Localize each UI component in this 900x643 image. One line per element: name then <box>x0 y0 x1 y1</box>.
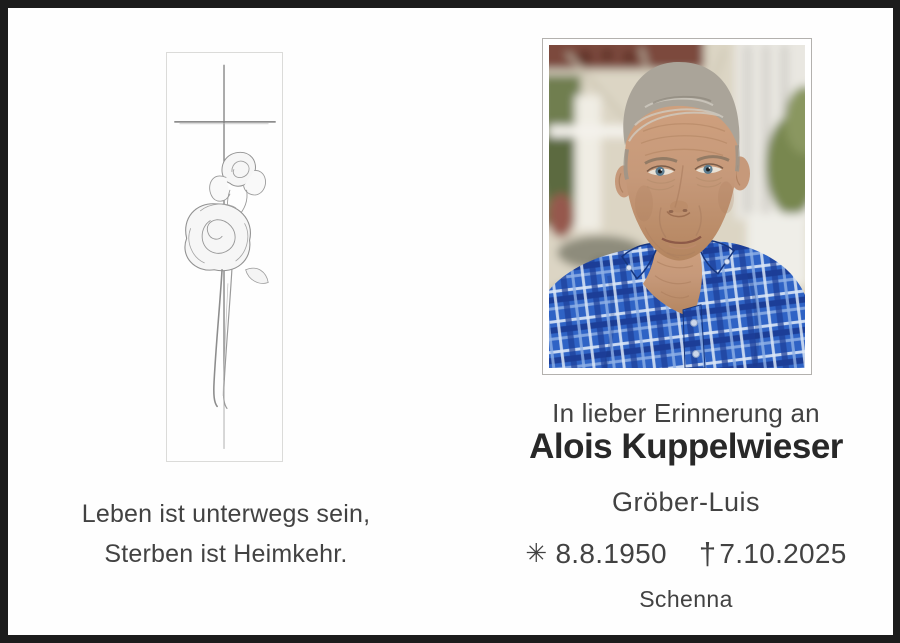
cross-rose-illustration <box>166 52 283 462</box>
deceased-name: Alois Kuppelwieser <box>529 427 843 466</box>
cross-rose-sketch-icon <box>167 53 282 461</box>
death-date-group <box>699 538 847 569</box>
birth-date-group <box>525 538 667 569</box>
death-cross-icon: † <box>698 536 717 571</box>
memorial-quote <box>36 494 416 574</box>
birth-date: 8.8.1950 <box>555 538 667 569</box>
memorial-card <box>8 8 893 635</box>
quote-line-1: Leben ist unterwegs sein, <box>81 500 371 528</box>
portrait-photo <box>542 38 812 375</box>
death-date: 7.10.2025 <box>719 538 847 569</box>
remembrance-intro: In lieber Erinnerung an <box>552 398 820 428</box>
place-name: Schenna <box>639 586 733 612</box>
life-dates <box>518 535 854 571</box>
portrait-image-icon <box>549 45 805 368</box>
quote-line-2: Sterben ist Heimkehr. <box>104 540 348 568</box>
memorial-text-block <box>518 390 854 635</box>
birth-star-icon: ✳ <box>525 538 548 568</box>
house-name: Gröber-Luis <box>611 487 761 517</box>
